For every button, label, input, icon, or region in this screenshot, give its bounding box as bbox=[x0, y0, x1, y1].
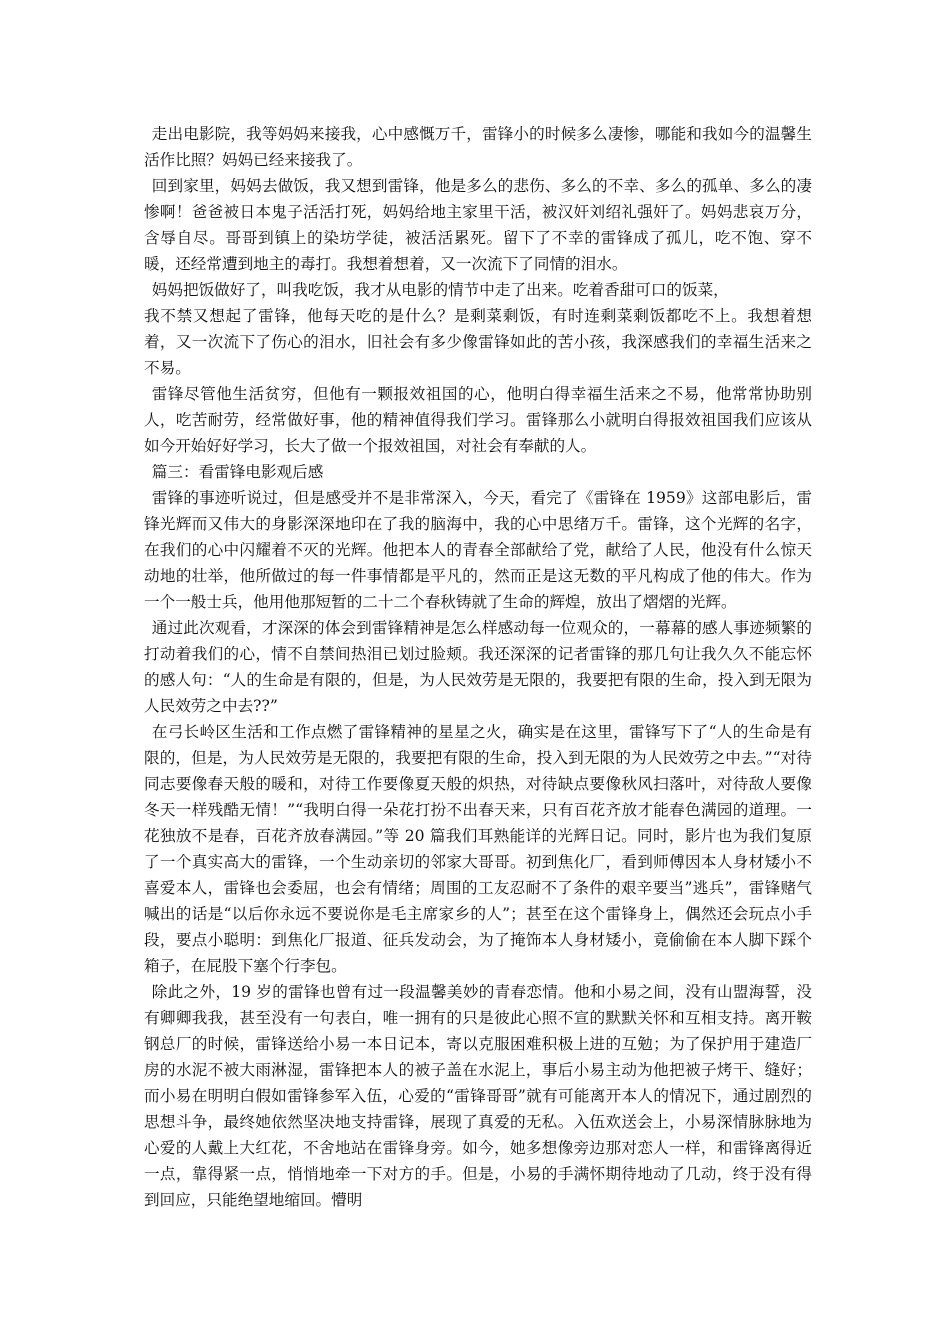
paragraph: 通过此次观看，才深深的体会到雷锋精神是怎么样感动每一位观众的，一幕幕的感人事迹频繁的打动着我们的心，情不自禁间热泪已划过脸颊。我还深深的记者雷锋的那几句让我久久不能忘怀的感人句：“人的生命是有限的，但是，为人民效劳是无限的，我要把有限的生命，投入到无限为人民效劳之中去??” bbox=[144, 619, 812, 715]
paragraph: 雷锋尽管他生活贫穷，但他有一颗报效祖国的心，他明白得幸福生活来之不易，他常常协助别人，吃苦耐劳，经常做好事，他的精神值得我们学习。雷锋那么小就明白得报效祖国我们应该从如今开始好好学习，长大了做一个报效祖国，对社会有奉献的人。 bbox=[144, 385, 812, 455]
paragraph: 雷锋的事迹听说过，但是感受并不是非常深入，今天，看完了《雷锋在 1959》这部电影后，雷锋光辉而又伟大的身影深深地印在了我的脑海中，我的心中思绪万千。雷锋，这个光辉的名字，在我们的心中闪耀着不灭的光辉。他把本人的青春全部献给了党，献给了人民，他没有什么惊天动地的壮举，他所做过的每一件事情都是平凡的，然而正是这无数的平凡构成了他的伟大。作为一个一般士兵，他用他那短暂的二十二个春秋铸就了生命的辉煌，放出了熠熠的光辉。 bbox=[144, 489, 812, 611]
section-heading: 篇三：看雷锋电影观后感 bbox=[151, 463, 324, 481]
paragraph: 我不禁又想起了雷锋，他每天吃的是什么？是剩菜剩饭，有时连剩菜剩饭都吃不上。我想着想着，又一次流下了伤心的泪水，旧社会有多少像雷锋如此的苦小孩，我深感我们的幸福生活来之不易。 bbox=[144, 307, 812, 377]
paragraph: 除此之外，19 岁的雷锋也曾有过一段温馨美妙的青春恋情。他和小易之间，没有山盟海誓，没有卿卿我我，甚至没有一句表白，唯一拥有的只是彼此心照不宣的默默关怀和互相支持。离开鞍钢总厂的时候，雷锋送给小易一本日记本，寄以克服困难积极上进的互勉；为了保护用于建造厂房的水泥不被大雨淋湿，雷锋把本人的被子盖在水泥上，事后小易主动为他把被子烤干、缝好；而小易在明明白假如雷锋参军入伍，心爱的“雷锋哥哥”就有可能离开本人的情况下，通过剧烈的思想斗争，最终她依然坚决地支持雷锋，展现了真爱的无私。入伍欢送会上，小易深情脉脉地为心爱的人戴上大红花，不舍地站在雷锋身旁。如今，她多想像旁边那对恋人一样，和雷锋离得近一点，靠得紧一点，悄悄地牵一下对方的手。但是，小易的手满怀期待地动了几动，终于没有得到回应，只能绝望地缩回。懵明 bbox=[144, 983, 812, 1209]
paragraph: 走出电影院，我等妈妈来接我，心中感慨万千，雷锋小的时候多么凄惨，哪能和我如今的温馨生活作比照？妈妈已经来接我了。 bbox=[144, 125, 812, 169]
paragraph: 在弓长岭区生活和工作点燃了雷锋精神的星星之火，确实是在这里，雷锋写下了“人的生命是有限的，但是，为人民效劳是无限的，我要把有限的生命，投入到无限的为人民效劳之中去。”“对待同志要像春天般的暖和，对待工作要像夏天般的炽热，对待缺点要像秋风扫落叶，对待敌人要像冬天一样残酷无情！”“我明白得一朵花打扮不出春天来，只有百花齐放才能春色满园的道理。一花独放不是春，百花齐放春满园。”等 20 篇我们耳熟能详的光辉日记。同时，影片也为我们复原了一个真实高大的雷锋，一个生动亲切的邻家大哥哥。初到焦化厂，看到师傅因本人身材矮小不喜爱本人，雷锋也会委屈，也会有情绪；周围的工友忍耐不了条件的艰辛要当”逃兵”，雷锋赌气喊出的话是“以后你永远不要说你是毛主席家乡的人”；甚至在这个雷锋身上，偶然还会玩点小手段，要点小聪明：到焦化厂报道、征兵发动会，为了掩饰本人身材矮小，竟偷偷在本人脚下踩个箱子，在屁股下塞个行李包。 bbox=[144, 723, 812, 975]
document-body bbox=[144, 121, 812, 1213]
paragraph: 回到家里，妈妈去做饭，我又想到雷锋，他是多么的悲伤、多么的不幸、多么的孤单、多么的凄惨啊！爸爸被日本鬼子活活打死，妈妈给地主家里干活，被汉奸刘绍礼强奸了。妈妈悲哀万分，含辱自尽。哥哥到镇上的染坊学徒，被活活累死。留下了不幸的雷锋成了孤儿，吃不饱、穿不暖，还经常遭到地主的毒打。我想着想着，又一次流下了同情的泪水。 bbox=[144, 177, 812, 273]
paragraph: 妈妈把饭做好了，叫我吃饭，我才从电影的情节中走了出来。吃着香甜可口的饭菜， bbox=[151, 281, 729, 299]
